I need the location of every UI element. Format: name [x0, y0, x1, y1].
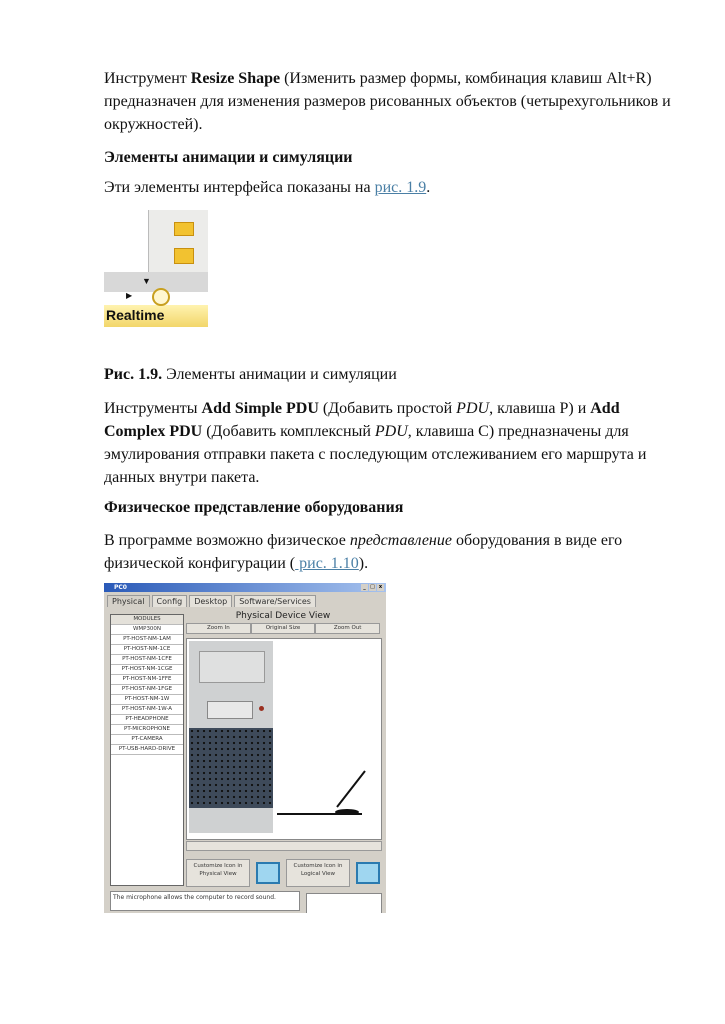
term: Add Simple PDU: [201, 400, 319, 417]
pc-chassis-image: [189, 641, 273, 833]
clock-icon: [152, 288, 170, 306]
scroll-down-arrow-icon[interactable]: ▼: [142, 276, 151, 286]
heading-animation: Элементы анимации и симуляции: [104, 149, 353, 166]
tab-config[interactable]: Config: [152, 595, 188, 607]
tab-desktop[interactable]: Desktop: [189, 595, 232, 607]
module-item[interactable]: PT-HOST-NM-1W: [111, 695, 183, 705]
term: PDU: [456, 400, 490, 417]
maximize-button[interactable]: □: [370, 584, 375, 590]
text: (Добавить комплексный: [202, 423, 375, 440]
module-item[interactable]: PT-HOST-NM-1CFE: [111, 655, 183, 665]
text: Эти элементы интерфейса показаны на: [104, 179, 375, 196]
device-canvas[interactable]: [186, 638, 382, 840]
text: , клавиша C) предназначены для эмулирования отправки пакета с последующим отслеживанием его маршрута и данных внутри пакета.: [104, 423, 647, 486]
customize-logical-button[interactable]: Customize Icon in Logical View: [286, 859, 350, 887]
complex-pdu-icon[interactable]: [174, 248, 194, 264]
window-title: PC0: [114, 584, 127, 591]
term: Resize Shape: [190, 70, 281, 87]
term: представление: [349, 532, 452, 549]
tab-software-services[interactable]: Software/Services: [234, 595, 316, 607]
text: Инструменты: [104, 400, 202, 417]
figure-caption-1-9: [104, 363, 674, 386]
close-button[interactable]: x: [378, 584, 383, 590]
view-title: Physical Device View: [235, 611, 331, 621]
module-item[interactable]: PT-HOST-NM-1FGE: [111, 685, 183, 695]
simple-pdu-icon[interactable]: [174, 222, 194, 236]
text: .: [426, 179, 431, 196]
term: Add Complex PDU: [104, 400, 620, 440]
module-description: The microphone allows the computer to record sound.: [110, 891, 300, 911]
module-item[interactable]: PT-HOST-NM-1AM: [111, 635, 183, 645]
microphone-image: [267, 759, 377, 819]
module-item[interactable]: PT-HOST-NM-1FFE: [111, 675, 183, 685]
paragraph-pdu: [104, 397, 674, 489]
customize-physical-button[interactable]: Customize Icon in Physical View: [186, 859, 250, 887]
monitor-icon: [256, 862, 280, 884]
minimize-button[interactable]: _: [361, 584, 368, 591]
module-item[interactable]: PT-HEADPHONE: [111, 715, 183, 725]
module-item[interactable]: WMP300N: [111, 625, 183, 635]
figure-link[interactable]: рис. 1.10: [295, 555, 359, 572]
module-thumbnail: [306, 893, 382, 913]
tab-physical[interactable]: Physical: [107, 595, 150, 607]
module-item[interactable]: PT-HOST-NM-1CE: [111, 645, 183, 655]
title-bar: [104, 583, 386, 592]
paragraph-fig-ref: [104, 176, 674, 199]
modules-list: [110, 614, 184, 886]
physical-device-view: [186, 611, 380, 634]
paragraph-physical: [104, 529, 674, 575]
scroll-right-arrow-icon[interactable]: ▶: [126, 291, 133, 300]
term: PDU: [374, 423, 408, 440]
text: ).: [358, 555, 369, 572]
text: оборудования в виде его физической конфигурации (: [104, 532, 623, 572]
text: , клавиша P) и: [489, 400, 591, 417]
zoom-out-button[interactable]: Zoom Out: [315, 623, 380, 634]
heading-physical: Физическое представление оборудования: [104, 499, 404, 516]
caption-text: Элементы анимации и симуляции: [162, 366, 397, 383]
figure-realtime-controls: [104, 210, 208, 328]
text: (Изменить размер формы, комбинация клавиш Alt+R) предназначен для изменения размеров рисованных объектов (четырехугольников и окружностей).: [104, 70, 671, 133]
monitor-icon: [356, 862, 380, 884]
zoom-in-button[interactable]: Zoom In: [186, 623, 251, 634]
text: (Добавить простой: [318, 400, 457, 417]
modules-header: MODULES: [111, 615, 183, 625]
module-item[interactable]: PT-USB-HARD-DRIVE: [111, 745, 183, 755]
module-item[interactable]: PT-CAMERA: [111, 735, 183, 745]
paragraph-resize-shape: [104, 67, 674, 136]
caption-number: Рис. 1.9.: [104, 366, 163, 383]
module-item[interactable]: PT-HOST-NM-1W-A: [111, 705, 183, 715]
text: Инструмент: [104, 70, 191, 87]
figure-link[interactable]: рис. 1.9: [374, 179, 427, 196]
module-item[interactable]: PT-MICROPHONE: [111, 725, 183, 735]
pc0-window: [104, 583, 386, 913]
text: В программе возможно физическое: [104, 532, 350, 549]
realtime-label: Realtime: [106, 307, 165, 323]
module-item[interactable]: PT-HOST-NM-1CGE: [111, 665, 183, 675]
horizontal-scrollbar[interactable]: [186, 841, 382, 851]
original-size-button[interactable]: Original Size: [251, 623, 316, 634]
